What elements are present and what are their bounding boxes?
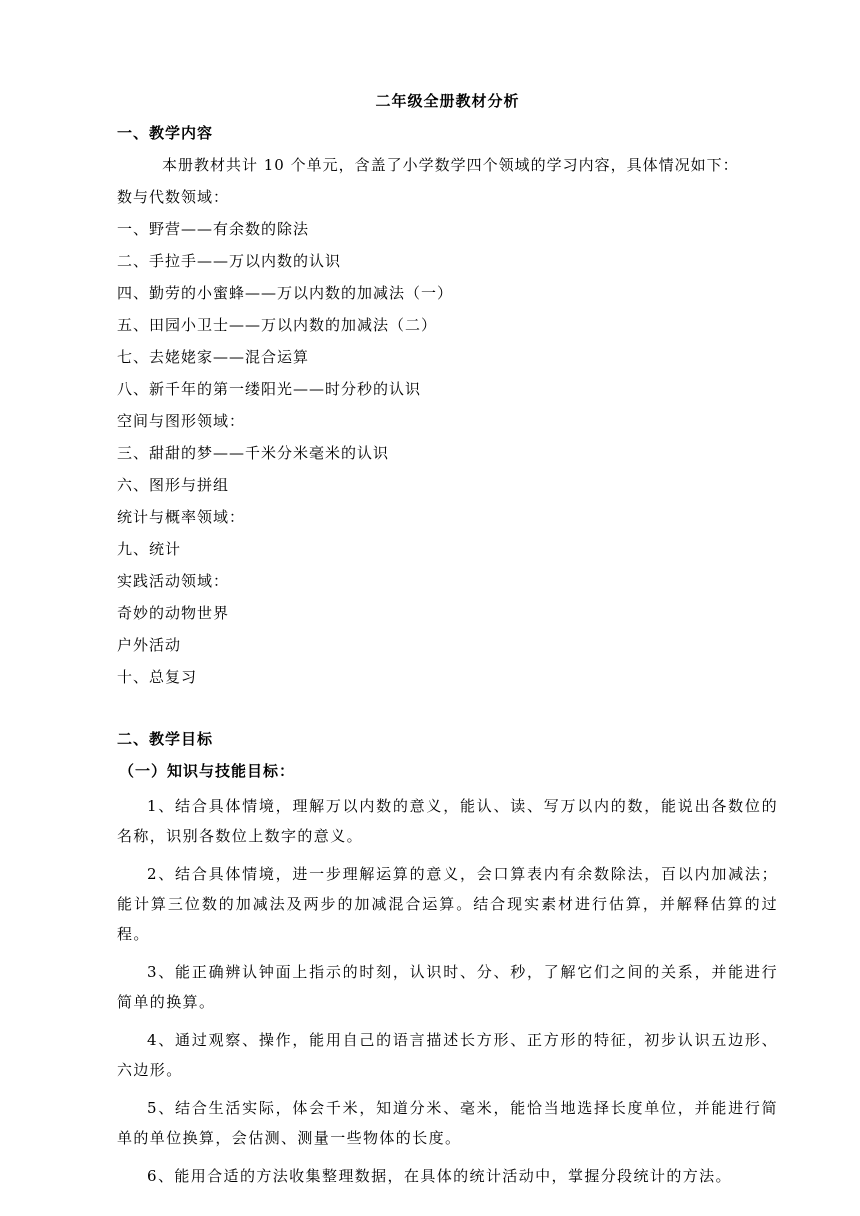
subsection-heading-knowledge-skills: （一）知识与技能目标：	[119, 762, 296, 780]
domain-label-statistics: 统计与概率领域：	[117, 508, 246, 526]
domain-label-number-algebra: 数与代数领域：	[117, 188, 230, 206]
unit-item: 奇妙的动物世界	[117, 604, 230, 622]
domain-label-practice: 实践活动领域：	[117, 572, 230, 590]
goal-paragraph: 4、通过观察、操作，能用自己的语言描述长方形、正方形的特征，初步认识五边形、六边形。	[117, 1031, 778, 1079]
unit-item: 四、勤劳的小蜜蜂——万以内数的加减法（一）	[117, 284, 454, 302]
unit-item: 二、手拉手——万以内数的认识	[117, 252, 342, 270]
unit-item: 八、新千年的第一缕阳光——时分秒的认识	[117, 380, 422, 398]
unit-item: 五、田园小卫士——万以内数的加减法（二）	[117, 316, 438, 334]
unit-item: 户外活动	[117, 636, 182, 654]
goal-paragraph: 3、能正确辨认钟面上指示的时刻，认识时、分、秒，了解它们之间的关系，并能进行简单的换算。	[117, 963, 778, 1011]
document-title: 二年级全册教材分析	[375, 92, 520, 110]
goal-paragraph: 1、结合具体情境，理解万以内数的意义，能认、读、写万以内的数，能说出各数位的名称，识别各数位上数字的意义。	[117, 797, 778, 845]
unit-item: 六、图形与拼组	[117, 476, 230, 494]
unit-item: 七、去姥姥家——混合运算	[117, 348, 310, 366]
section-intro-paragraph: 本册教材共计 10 个单元，含盖了小学数学四个领域的学习内容，具体情况如下：	[162, 156, 739, 174]
unit-item: 三、甜甜的梦——千米分米毫米的认识	[117, 444, 390, 462]
goal-paragraph: 6、能用合适的方法收集整理数据，在具体的统计活动中，掌握分段统计的方法。	[147, 1167, 732, 1185]
goal-paragraph: 2、结合具体情境，进一步理解运算的意义，会口算表内有余数除法，百以内加减法；能计算三位数的加减法及两步的加减混合运算。结合现实素材进行估算，并解释估算的过程。	[117, 865, 778, 943]
unit-item: 九、统计	[117, 540, 182, 558]
unit-item: 十、总复习	[117, 668, 198, 686]
domain-label-space-geometry: 空间与图形领域：	[117, 412, 246, 430]
unit-item: 一、野营——有余数的除法	[117, 220, 310, 238]
section-heading-teaching-content: 一、教学内容	[117, 124, 214, 142]
section-heading-teaching-goals: 二、教学目标	[117, 730, 214, 748]
goal-paragraph: 5、结合生活实际，体会千米，知道分米、毫米，能恰当地选择长度单位，并能进行简单的单位换算，会估测、测量一些物体的长度。	[117, 1099, 778, 1147]
section-spacer	[117, 698, 778, 728]
